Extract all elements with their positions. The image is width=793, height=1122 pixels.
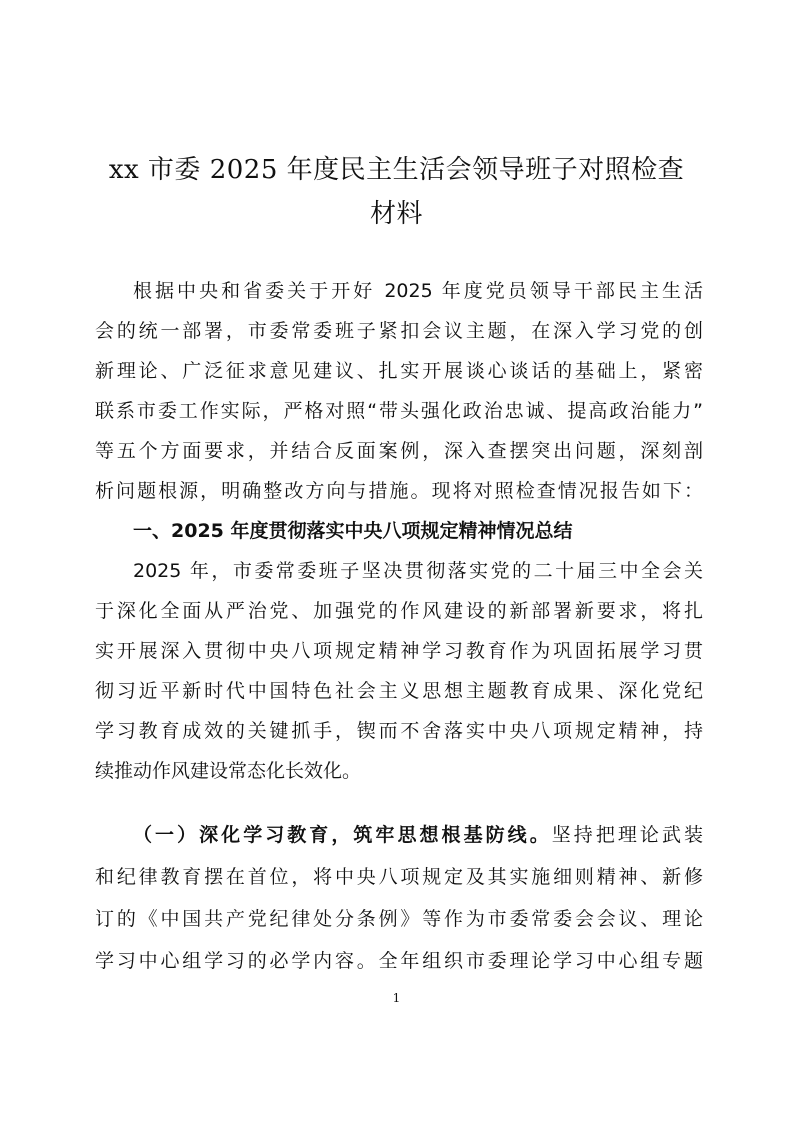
- paragraph-line: [133, 815, 703, 855]
- paragraph-line: 订的《中国共产党纪律处分条例》等作为市委常委会会议、理论: [95, 908, 703, 930]
- paragraph-line: 学习中心组学习的必学内容。全年组织市委理论学习中心组专题: [95, 950, 703, 972]
- paragraph-line: 根据中央和省委关于开好 2025 年度党员领导干部民主生活: [133, 280, 703, 302]
- paragraph-line: 联系市委工作实际，严格对照“带头强化政治忠诚、提高政治能力”: [95, 400, 703, 422]
- paragraph-line: 彻习近平新时代中国特色社会主义思想主题教育成果、深化党纪: [95, 680, 703, 702]
- paragraph-line: 续推动作风建设常态化长效化。: [95, 760, 362, 782]
- paragraph-line: 会的统一部署，市委常委班子紧扣会议主题，在深入学习党的创: [95, 320, 703, 342]
- paragraph-line: 和纪律教育摆在首位，将中央八项规定及其实施细则精神、新修: [95, 866, 703, 888]
- paragraph-line: 析问题根源，明确整改方向与措施。现将对照检查情况报告如下：: [95, 480, 703, 502]
- paragraph-line: 等五个方面要求，并结合反面案例，深入查摆突出问题，深刻剖: [95, 440, 703, 462]
- subsection-heading: （一）深化学习教育，筑牢思想根基防线。: [133, 824, 552, 846]
- paragraph-line: 新理论、广泛征求意见建议、扎实开展谈心谈话的基础上，紧密: [95, 360, 703, 382]
- document-title-line-1: xx 市委 2025 年度民主生活会领导班子对照检查: [108, 155, 685, 185]
- paragraph-line: 于深化全面从严治党、加强党的作风建设的新部署新要求，将扎: [95, 600, 703, 622]
- document-title-line-2: 材料: [369, 199, 423, 229]
- page-number: 1: [392, 991, 401, 1005]
- paragraph-line: 实开展深入贯彻中央八项规定精神学习教育作为巩固拓展学习贯: [95, 640, 703, 662]
- paragraph-line: 2025 年，市委常委班子坚决贯彻落实党的二十届三中全会关: [133, 560, 703, 582]
- paragraph-text: 坚持把理论武装: [551, 824, 703, 846]
- paragraph-line: 学习教育成效的关键抓手，锲而不舍落实中央八项规定精神，持: [95, 720, 703, 742]
- section-heading: 一、2025 年度贯彻落实中央八项规定精神情况总结: [133, 520, 573, 542]
